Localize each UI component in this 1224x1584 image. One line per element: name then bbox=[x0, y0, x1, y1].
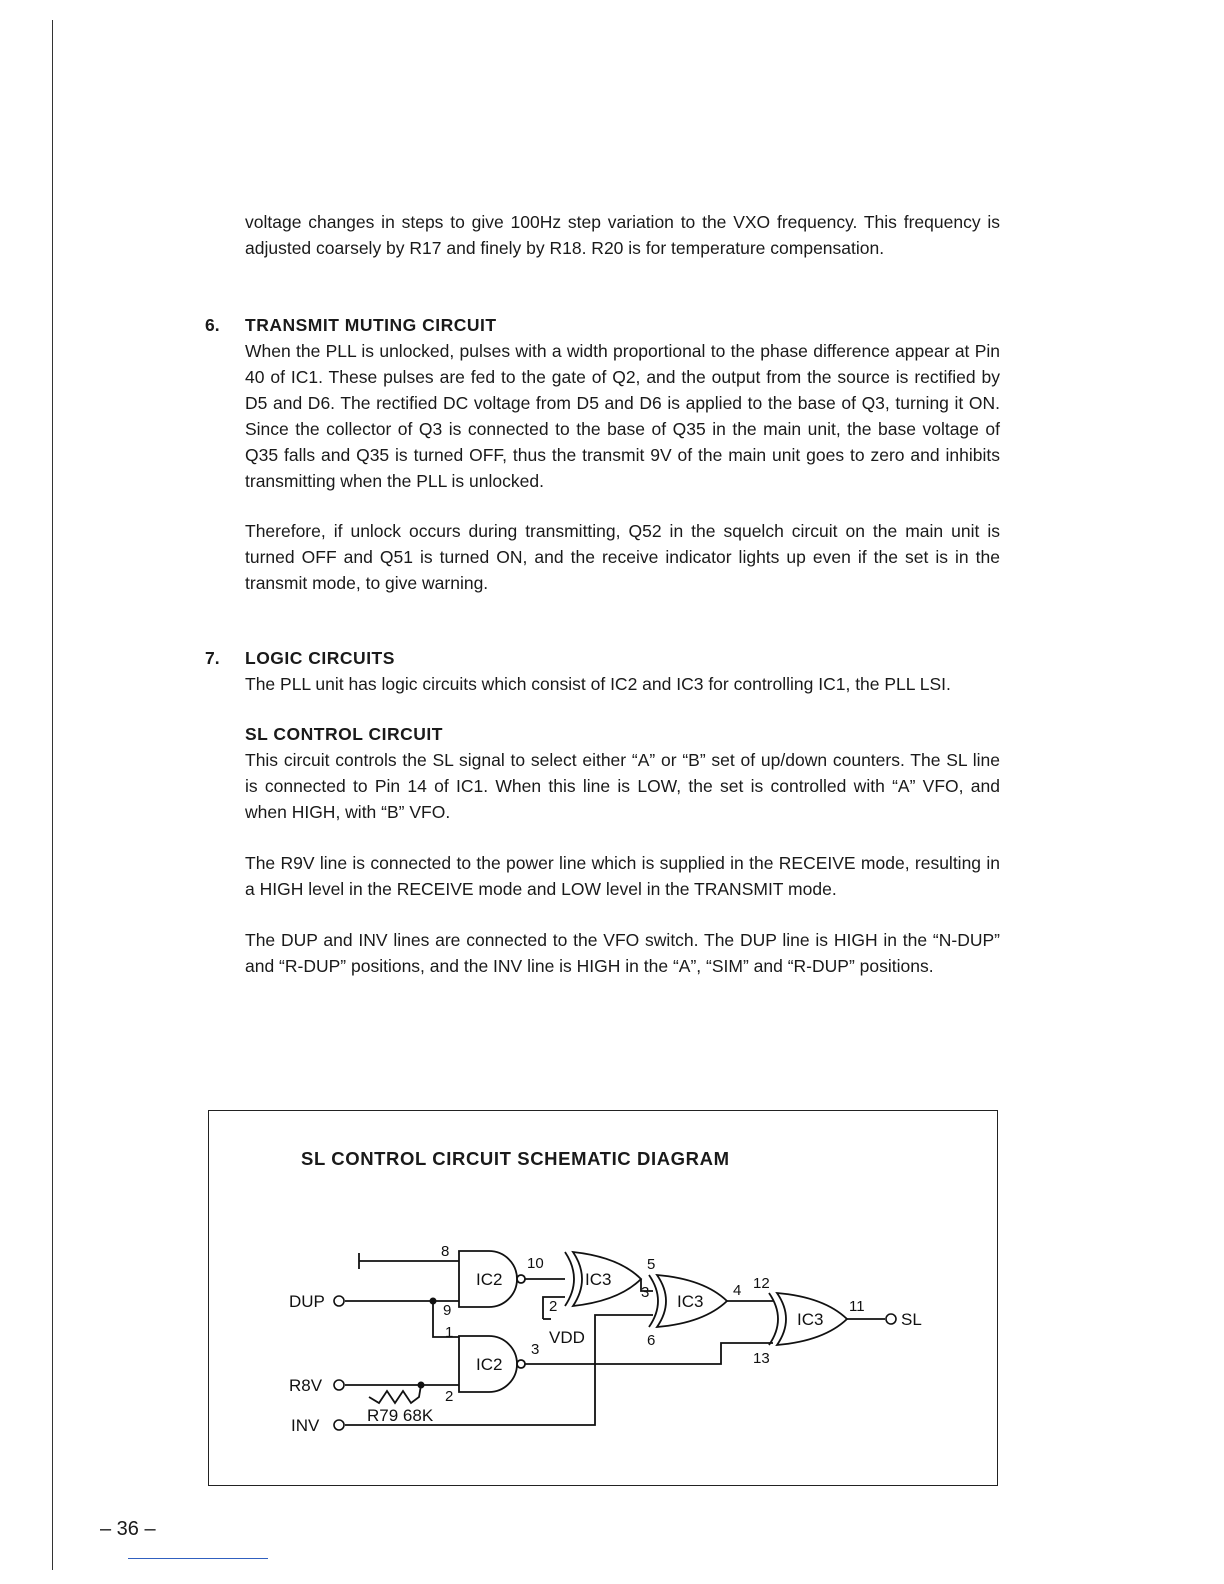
ic3-first-xor-line bbox=[565, 1252, 574, 1306]
ic3-second-label: IC3 bbox=[677, 1292, 704, 1311]
pin-2b: 2 bbox=[549, 1298, 558, 1315]
ic2-bottom-label: IC2 bbox=[476, 1355, 503, 1374]
ic3-second-xor-line bbox=[649, 1275, 658, 1327]
wire-dup bbox=[345, 1301, 459, 1337]
pin-12: 12 bbox=[753, 1275, 770, 1292]
pin-10: 10 bbox=[527, 1255, 544, 1272]
pin-8: 8 bbox=[441, 1243, 450, 1260]
terminal-r8v bbox=[334, 1380, 344, 1390]
section-6-paragraph-2: Therefore, if unlock occurs during transmitting, Q52 in the squelch circuit on the main unit is turned OFF and Q51 is turned ON, and the receive indicator lights up even if the set is in the transmit mode, to give warning. bbox=[245, 521, 1000, 593]
dup-label: DUP bbox=[289, 1292, 325, 1311]
pin-13: 13 bbox=[753, 1350, 770, 1367]
terminal-dup bbox=[334, 1296, 344, 1306]
pin-9: 9 bbox=[443, 1302, 452, 1319]
pin-5: 5 bbox=[647, 1256, 656, 1273]
junction-dup bbox=[430, 1298, 437, 1305]
footer-rule bbox=[128, 1558, 268, 1559]
resistor-label: R79 68K bbox=[367, 1406, 434, 1425]
r8v-label: R8V bbox=[289, 1376, 323, 1395]
terminal-sl bbox=[886, 1314, 896, 1324]
vdd-label: VDD bbox=[549, 1328, 585, 1347]
ic2-bottom-bubble bbox=[517, 1360, 525, 1368]
wire-ic2b-out bbox=[525, 1315, 656, 1364]
intro-text bbox=[245, 209, 1000, 261]
resistor-r79 bbox=[369, 1385, 421, 1403]
schematic-diagram-box bbox=[208, 1110, 998, 1486]
pin-11: 11 bbox=[849, 1298, 865, 1315]
diagram-title: SL CONTROL CIRCUIT SCHEMATIC DIAGRAM bbox=[301, 1148, 730, 1169]
schematic-diagram bbox=[209, 1111, 999, 1487]
pin-3: 3 bbox=[531, 1341, 540, 1358]
section-7-number: 7. bbox=[205, 648, 220, 668]
ic2-top-bubble bbox=[517, 1275, 525, 1283]
terminal-inv bbox=[334, 1420, 344, 1430]
section-7 bbox=[245, 645, 1000, 979]
pin-4: 4 bbox=[733, 1282, 742, 1299]
section-7-heading: LOGIC CIRCUITS bbox=[245, 648, 395, 668]
inv-label: INV bbox=[291, 1416, 320, 1435]
section-7-paragraph-4: The DUP and INV lines are connected to the VFO switch. The DUP line is HIGH in the “N-DUP” and “R-DUP” positions, and the INV line is HIGH in the “A”, “SIM” and “R-DUP” positions. bbox=[245, 930, 1000, 976]
section-6-heading: TRANSMIT MUTING CIRCUIT bbox=[245, 315, 497, 335]
page-margin-line bbox=[52, 20, 53, 1570]
wire-pin13 bbox=[595, 1343, 773, 1364]
ic2-top-label: IC2 bbox=[476, 1270, 503, 1289]
section-7-paragraph-3: The R9V line is connected to the power line which is supplied in the RECEIVE mode, resulting in a HIGH level in the RECEIVE mode and LOW level in the TRANSMIT mode. bbox=[245, 853, 1000, 899]
section-6-number: 6. bbox=[205, 315, 220, 335]
pin-6: 6 bbox=[647, 1332, 656, 1349]
section-6 bbox=[245, 312, 1000, 596]
pin-3b: 3 bbox=[641, 1284, 650, 1301]
intro-paragraph: voltage changes in steps to give 100Hz step variation to the VXO frequency. This frequency is adjusted coarsely by R17 and finely by R18. R20 is for temperature compensation. bbox=[245, 212, 1000, 258]
ic3-first-label: IC3 bbox=[585, 1270, 612, 1289]
section-7-paragraph-2: This circuit controls the SL signal to select either “A” or “B” set of up/down counters. The SL line is connected to Pin 14 of IC1. When this line is LOW, the set is controlled with “A” VFO, and when HIGH, with “B” VFO. bbox=[245, 750, 1000, 822]
ic3-out-label: IC3 bbox=[797, 1310, 824, 1329]
junction-r8v bbox=[418, 1382, 425, 1389]
pin-1: 1 bbox=[445, 1324, 454, 1341]
section-7-paragraph-1: The PLL unit has logic circuits which consist of IC2 and IC3 for controlling IC1, the PLL LSI. bbox=[245, 674, 951, 694]
sl-label: SL bbox=[901, 1310, 922, 1329]
section-6-paragraph-1: When the PLL is unlocked, pulses with a width proportional to the phase difference appear at Pin 40 of IC1. These pulses are fed to the gate of Q2, and the output from the source is rectified by D5 and D6. The rectified DC voltage from D5 and D6 is applied to the base of Q3, turning it ON. Since the collector of Q3 is connected to the base of Q35 in the main unit, the base voltage of Q35 falls and Q35 is turned OFF, thus the transmit 9V of the main unit goes to zero and inhibits transmitting when the PLL is unlocked. bbox=[245, 341, 1000, 491]
sl-control-subheading: SL CONTROL CIRCUIT bbox=[245, 724, 443, 744]
pin-2: 2 bbox=[445, 1388, 454, 1405]
page-number: – 36 – bbox=[100, 1518, 156, 1540]
